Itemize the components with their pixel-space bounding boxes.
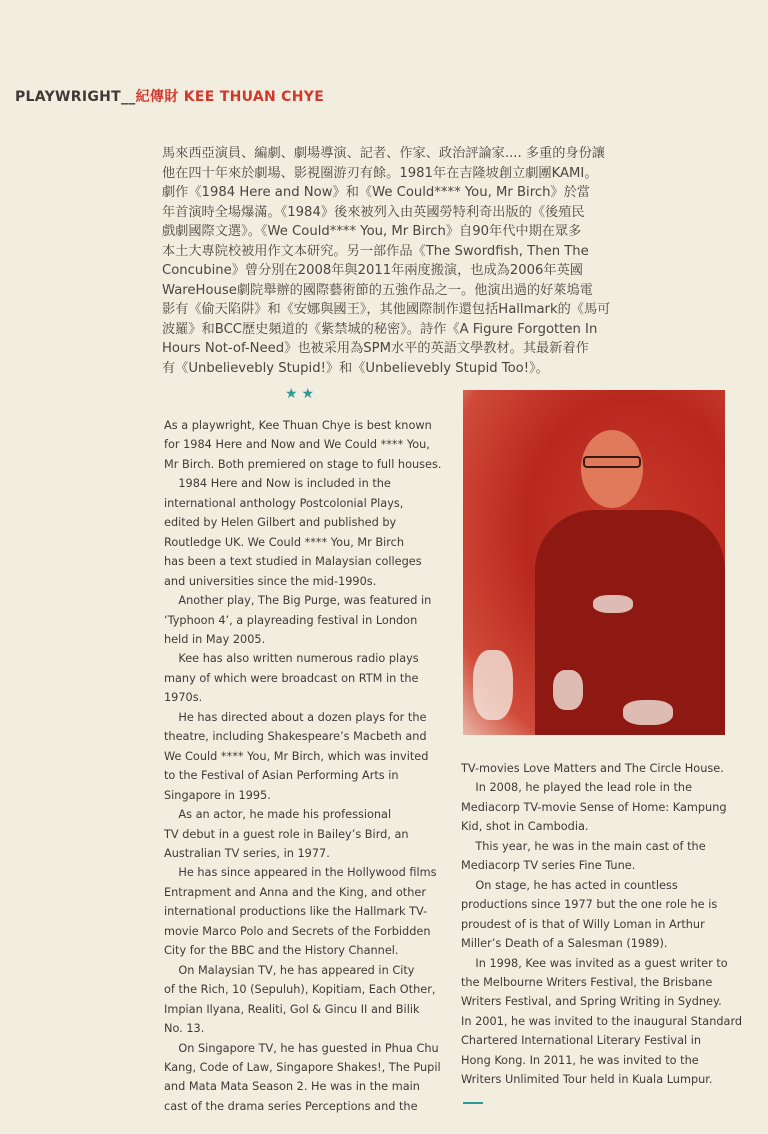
bio-line: Writers Festival, and Spring Writing in Sydney. [461, 995, 722, 1009]
bio-line: As an actor, he made his professional [164, 808, 392, 822]
end-rule [463, 1102, 483, 1104]
bio-line: As a playwright, Kee Thuan Chye is best known [164, 419, 432, 432]
bio-line: has been a text studied in Malaysian colleges [164, 555, 422, 569]
bio-line: Routledge UK. We Could **** You, Mr Birch [164, 535, 405, 549]
portrait-photo [463, 390, 725, 735]
bio-line: We Could **** You, Mr Birch, which was invited [164, 749, 429, 763]
star-divider-icon: ★★ [285, 386, 319, 402]
photo-texture [473, 650, 513, 720]
chinese-bio-line: Concubine》曾分別在2008年與2011年兩度搬演，也成為2006年英國 [162, 263, 583, 278]
photo-glasses [583, 456, 641, 468]
bio-line: to the Festival of Asian Performing Arts in [164, 769, 399, 783]
bio-line: productions since 1977 but the one role he is [461, 898, 718, 912]
section-label: PLAYWRIGHT__ [15, 89, 136, 105]
bio-line: Kee has also written numerous radio plays [164, 652, 419, 666]
bio-line: many of which were broadcast on RTM in the [164, 671, 419, 685]
bio-line: Impian Ilyana, Realiti, Gol & Gincu II and Bilik [164, 1002, 420, 1016]
name-english: KEE THUAN CHYE [183, 89, 325, 105]
photo-figure-face [581, 430, 643, 508]
bio-line: movie Marco Polo and Secrets of the Forbidden [164, 924, 431, 938]
bio-line: 1984 Here and Now is included in the [164, 477, 391, 491]
bio-line: Hong Kong. In 2011, he was invited to the [461, 1053, 699, 1067]
bio-line: and Mata Mata Season 2. He was in the main [164, 1080, 420, 1094]
bio-line: On Malaysian TV, he has appeared in City [164, 963, 415, 977]
english-bio-left-column [164, 416, 441, 1116]
bio-line: of the Rich, 10 (Sepuluh), Kopitiam, Each Other, [164, 983, 436, 997]
bio-line: In 2008, he played the lead role in the [461, 781, 693, 795]
chinese-bio-line: WareHouse劇院舉辦的國際藝術節的五強作品之一。他演出過的好萊塢電 [162, 282, 593, 298]
page-header [15, 86, 324, 106]
bio-line: and universities since the mid-1990s. [164, 574, 377, 588]
bio-line: He has directed about a dozen plays for the [164, 710, 427, 724]
chinese-bio-line: 有《Unbelievebly Stupid!》和《Unbelievebly Stupid Too!》。 [162, 360, 549, 376]
bio-line: international anthology Postcolonial Plays, [164, 496, 404, 510]
bio-line: cast of the drama series Perceptions and the [164, 1099, 418, 1113]
bio-line: international productions like the Hallmark TV- [164, 905, 428, 919]
photo-texture [623, 700, 673, 725]
bio-line: Kid, shot in Cambodia. [461, 820, 589, 834]
bio-line: Mr Birch. Both premiered on stage to full houses. [164, 457, 442, 471]
bio-line: TV debut in a guest role in Bailey’s Bird, an [164, 827, 409, 841]
bio-line: Mediacorp TV series Fine Tune. [461, 859, 636, 873]
bio-line: theatre, including Shakespeare’s Macbeth and [164, 730, 427, 744]
bio-line: Entrapment and Anna and the King, and other [164, 885, 426, 899]
chinese-bio-line: 年首演時全場爆滿。《1984》後來被列入由英國勞特利奇出版的《後殖民 [162, 204, 585, 220]
bio-line: City for the BBC and the History Channel. [164, 944, 399, 958]
chinese-bio-line: 波羅》和BCC歷史頻道的《紫禁城的秘密》。詩作《A Figure Forgotten In [162, 321, 598, 337]
bio-line: On stage, he has acted in countless [461, 878, 678, 892]
bio-line: Chartered International Literary Festival in [461, 1034, 702, 1048]
bio-line: He has since appeared in the Hollywood films [164, 866, 437, 880]
bio-line: TV-movies Love Matters and The Circle House. [461, 762, 724, 775]
bio-line: ‘Typhoon 4’, a playreading festival in London [164, 613, 418, 627]
photo-texture [593, 595, 633, 613]
chinese-bio-line: 馬來西亞演員、編劇、劇場導演、記者、作家、政治評論家.... 多重的身份讓 [162, 146, 605, 161]
bio-line: Australian TV series, in 1977. [164, 846, 330, 860]
bio-line: the Melbourne Writers Festival, the Brisbane [461, 975, 713, 989]
bio-line: Another play, The Big Purge, was featured in [164, 594, 432, 608]
english-bio-right-column [461, 759, 742, 1090]
chinese-bio-line: 他在四十年來於劇場、影視圈游刃有餘。1981年在吉隆坡創立劇團KAMI。 [162, 165, 598, 181]
bio-line: No. 13. [164, 1022, 205, 1036]
bio-line: 1970s. [164, 691, 203, 705]
bio-line: for 1984 Here and Now and We Could **** You, [164, 438, 430, 452]
bio-line: This year, he was in the main cast of the [461, 839, 706, 853]
bio-line: Miller’s Death of a Salesman (1989). [461, 937, 668, 951]
bio-line: held in May 2005. [164, 632, 266, 646]
chinese-bio-line: 劇作《1984 Here and Now》和《We Could**** You, Mr Birch》於當 [162, 185, 590, 200]
chinese-bio [162, 144, 611, 378]
chinese-bio-line: 本土大專院校被用作文本研究。另一部作品《The Swordfish, Then The [162, 243, 589, 259]
bio-line: Kang, Code of Law, Singapore Shakes!, The Pupil [164, 1060, 441, 1074]
bio-line: edited by Helen Gilbert and published by [164, 516, 397, 530]
bio-line: Mediacorp TV-movie Sense of Home: Kampung [461, 800, 727, 814]
bio-line: In 1998, Kee was invited as a guest writer to [461, 956, 728, 970]
bio-line: In 2001, he was invited to the inaugural Standard [461, 1014, 743, 1028]
chinese-bio-line: Hours Not-of-Need》也被采用為SPM水平的英語文學教材。其最新着作 [162, 341, 589, 356]
chinese-bio-line: 影有《偷天陷阱》和《安娜與國王》，其他國際制作還包括Hallmark的《馬可 [162, 302, 611, 317]
photo-texture [553, 670, 583, 710]
bio-line: Writers Unlimited Tour held in Kuala Lumpur. [461, 1073, 713, 1087]
bio-line: Singapore in 1995. [164, 788, 271, 802]
bio-line: On Singapore TV, he has guested in Phua Chu [164, 1041, 439, 1055]
chinese-bio-line: 戲劇國際文選》。《We Could**** You, Mr Birch》自90年代中期在眾多 [162, 224, 582, 239]
name-chinese: 紀傳財 [135, 89, 179, 105]
bio-line: proudest of is that of Willy Loman in Arthur [461, 917, 705, 931]
